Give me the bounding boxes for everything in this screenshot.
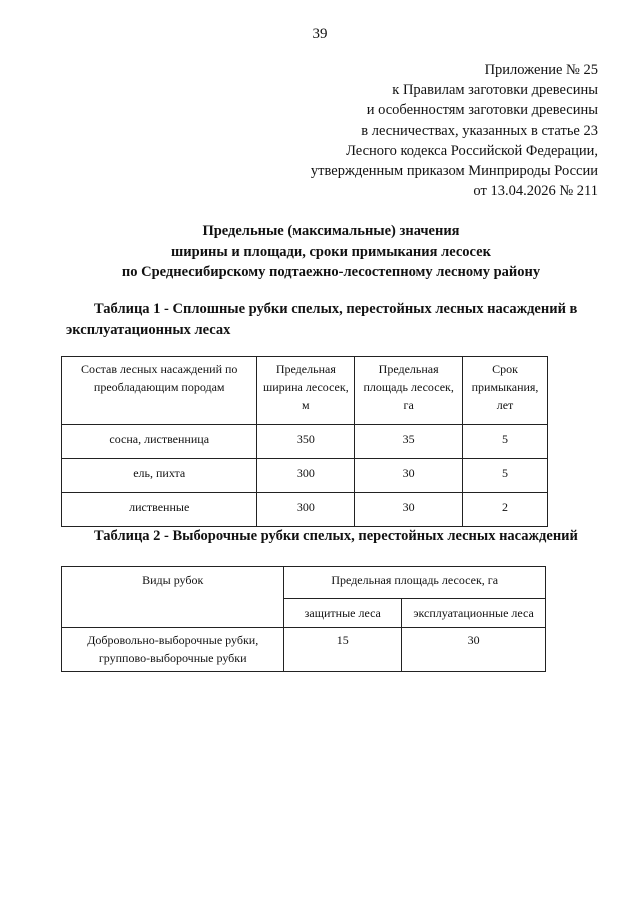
table-cell: 350 bbox=[257, 425, 355, 459]
table-cell: сосна, лиственница bbox=[62, 425, 257, 459]
table2-caption: Таблица 2 - Выборочные рубки спелых, перестойных лесных насаждений bbox=[94, 528, 578, 544]
table-row bbox=[62, 459, 548, 493]
appendix-reference bbox=[311, 60, 598, 201]
table-cell: 300 bbox=[257, 459, 355, 493]
table-cell: 5 bbox=[463, 425, 548, 459]
table2-subheader-cell: защитные леса bbox=[284, 599, 402, 628]
table2 bbox=[61, 566, 546, 672]
table-row bbox=[62, 628, 546, 672]
page-number: 39 bbox=[312, 26, 328, 42]
document-title bbox=[0, 221, 640, 283]
table-cell: Добровольно-выборочные рубки, групповo-выборочные рубки bbox=[62, 628, 284, 672]
table1-header-row bbox=[62, 357, 548, 425]
table-cell: 30 bbox=[355, 493, 463, 527]
table-cell: 5 bbox=[463, 459, 548, 493]
table-cell: 30 bbox=[355, 459, 463, 493]
title-line: Предельные (максимальные) значения bbox=[202, 223, 460, 239]
title-line: по Среднесибирскому подтаежно-лесостепному лесному району bbox=[121, 264, 541, 280]
table-cell: лиственные bbox=[62, 493, 257, 527]
table1-header-cell: Состав лесных насаждений по преобладающим породам bbox=[62, 357, 257, 425]
title-line: ширины и площади, сроки примыкания лесосек bbox=[171, 243, 491, 260]
appendix-line: к Правилам заготовки древесины bbox=[392, 82, 598, 99]
table-row bbox=[62, 425, 548, 459]
table-cell: ель, пихта bbox=[62, 459, 257, 493]
table-cell: 2 bbox=[463, 493, 548, 527]
table-row bbox=[62, 493, 548, 527]
table1-header-cell: Срок примыкания, лет bbox=[463, 357, 548, 425]
appendix-line: и особенностям заготовки древесины bbox=[366, 102, 598, 119]
appendix-line: утвержденным приказом Минприроды России bbox=[310, 163, 598, 180]
table2-header-cell: Предельная площадь лесосек, га bbox=[284, 567, 546, 599]
table-cell: 30 bbox=[402, 628, 546, 672]
table2-header-row bbox=[62, 567, 546, 599]
appendix-line: Приложение № 25 bbox=[484, 62, 598, 78]
table-cell: 300 bbox=[257, 493, 355, 527]
appendix-line: Лесного кодекса Российской Федерации, bbox=[346, 142, 598, 159]
table1-header-cell: Предельная площадь лесосек, га bbox=[355, 357, 463, 425]
table1-caption: Таблица 1 - Сплошные рубки спелых, перестойных лесных насаждений в эксплуатационных лесах bbox=[66, 301, 578, 338]
appendix-line: от 13.04.2026 № 211 bbox=[473, 183, 598, 200]
table-cell: 15 bbox=[284, 628, 402, 672]
table2-header-cell: Виды рубок bbox=[62, 567, 284, 628]
table2-subheader-cell: эксплуатационные леса bbox=[402, 599, 546, 628]
table1-header-cell: Предельная ширина лесосек, м bbox=[257, 357, 355, 425]
table1 bbox=[61, 356, 548, 527]
appendix-line: в лесничествах, указанных в статье 23 bbox=[361, 122, 598, 139]
table-cell: 35 bbox=[355, 425, 463, 459]
